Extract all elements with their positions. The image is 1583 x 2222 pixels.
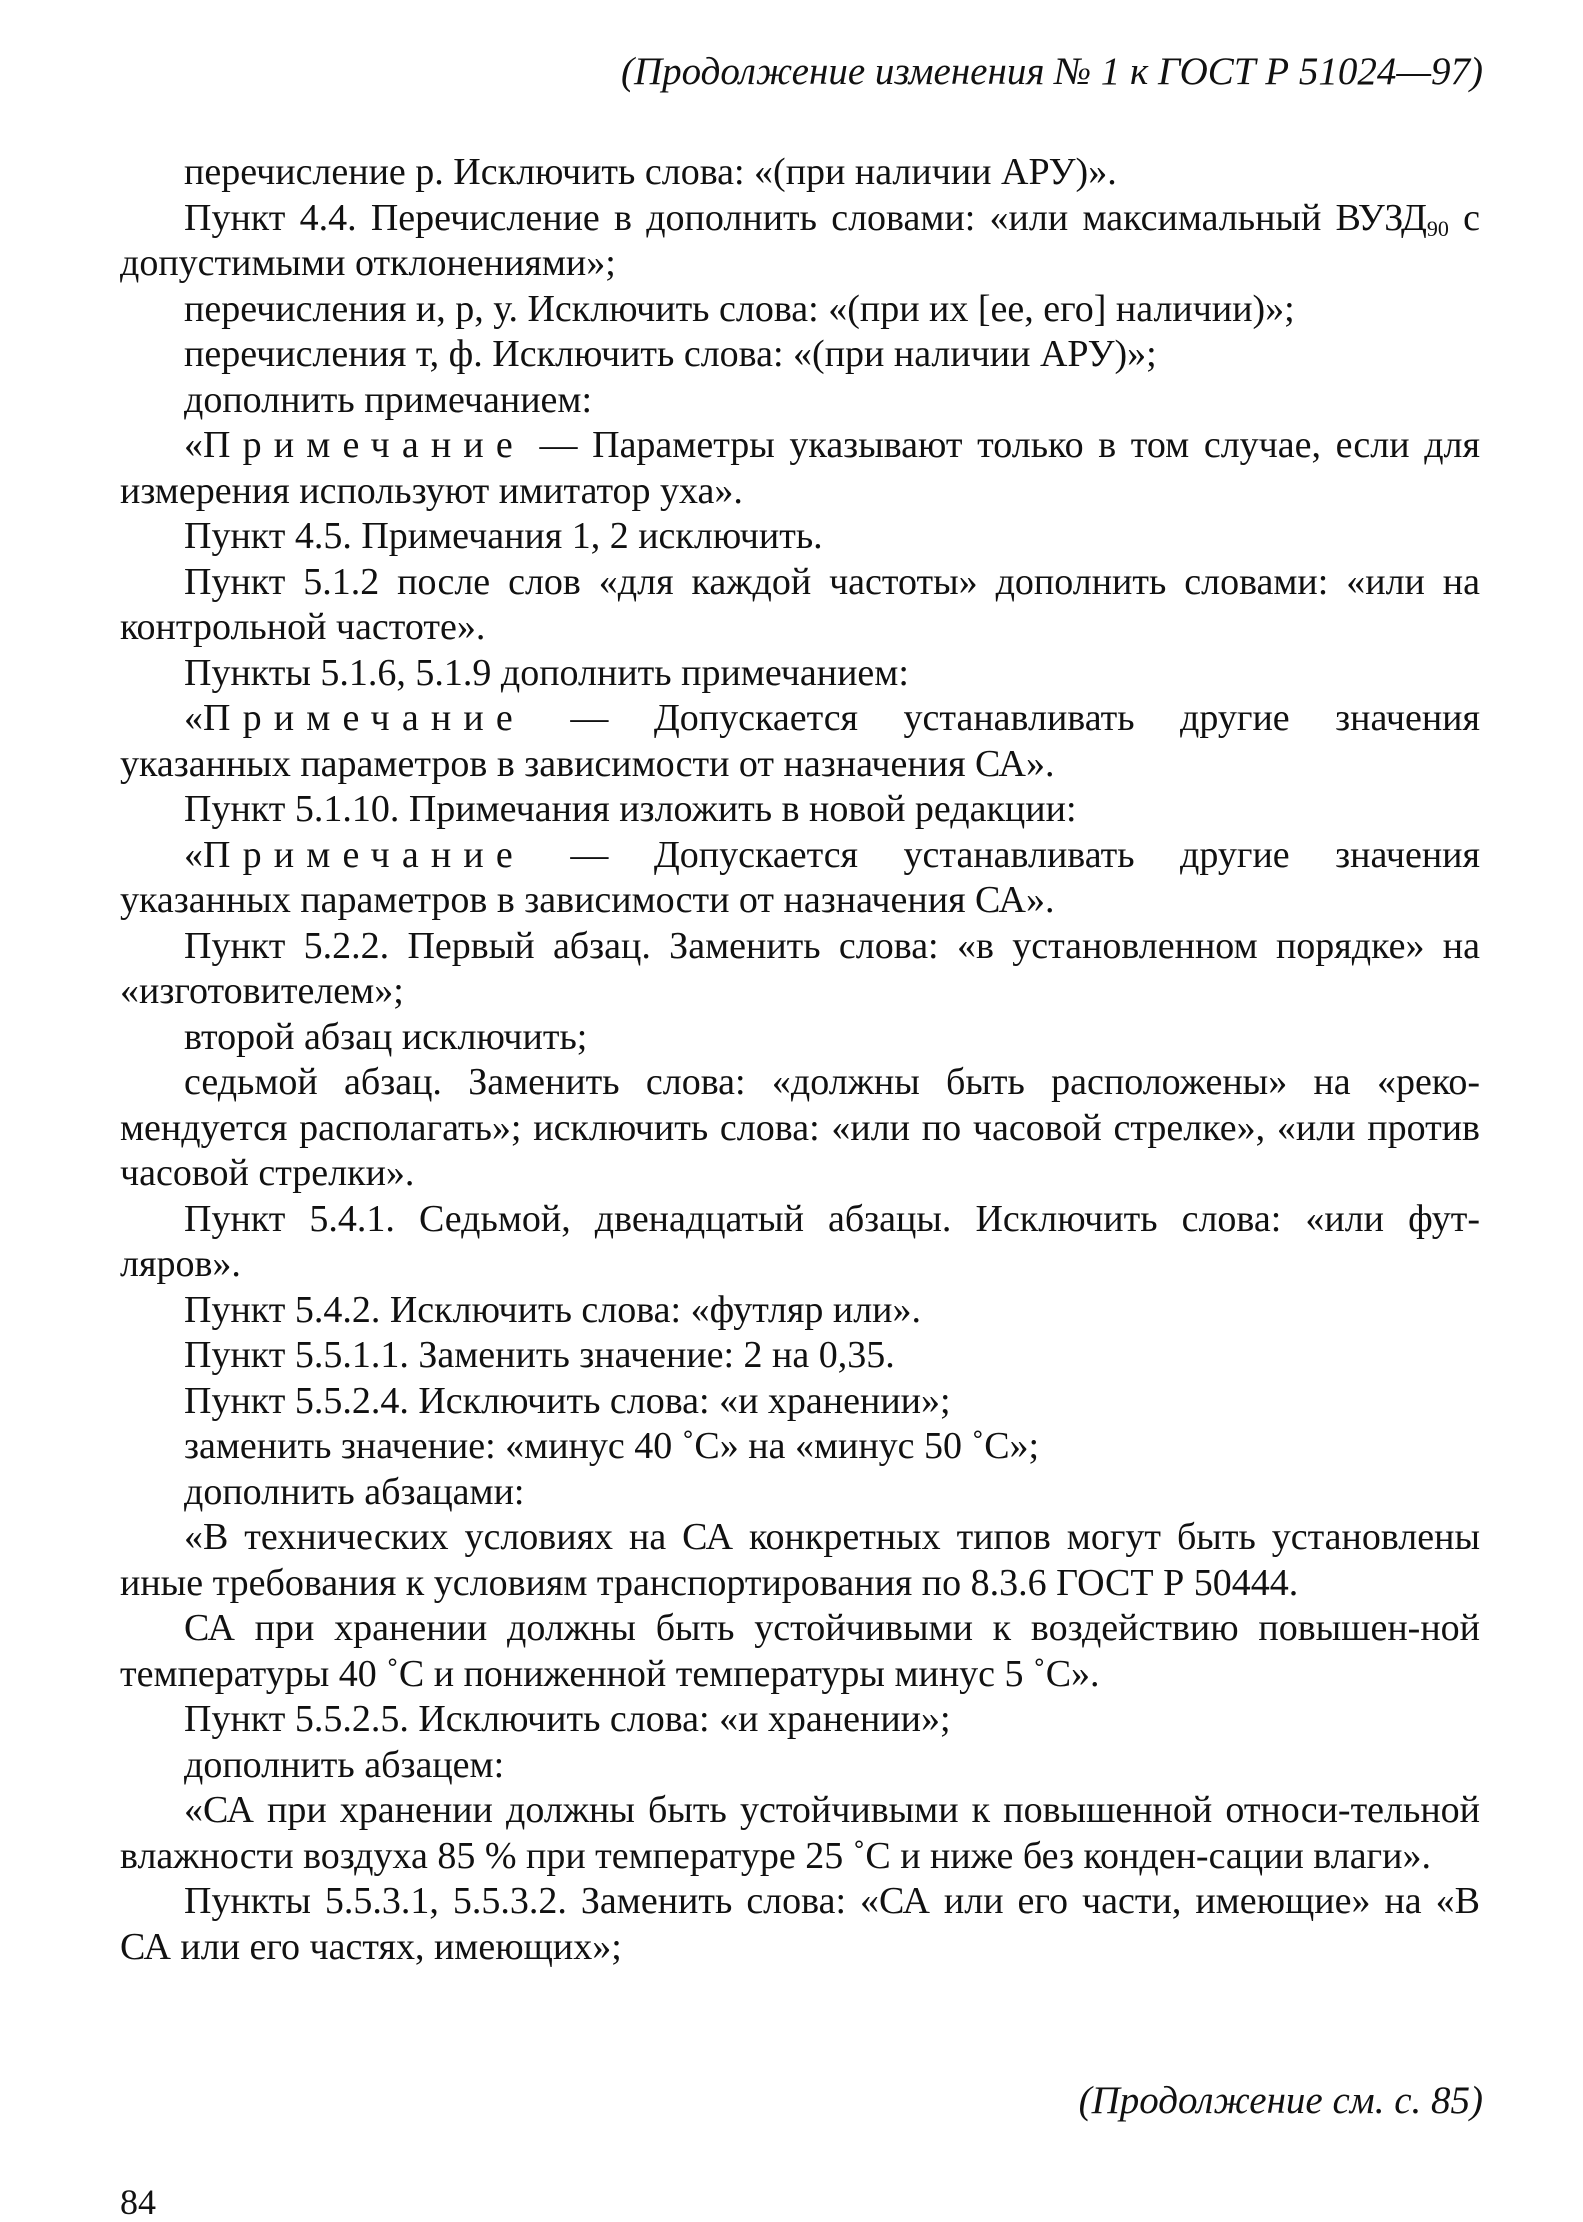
note-label: Примечание xyxy=(203,424,525,466)
paragraph-text: — Допускается устанавливать другие значения указанных параметров в зависимости от назначения СА». xyxy=(120,833,1480,921)
paragraph xyxy=(120,196,1480,287)
note-paragraph xyxy=(120,833,1480,924)
paragraph: перечисление р. Исключить слова: «(при наличии АРУ)». xyxy=(184,151,1117,193)
document-body xyxy=(120,150,1480,1970)
paragraph: перечисления т, ф. Исключить слова: «(при наличии АРУ)»; xyxy=(184,333,1157,375)
note-label: Примечание xyxy=(203,697,525,739)
paragraph: Пункты 5.5.3.1, 5.5.3.2. Заменить слова: «СА или его части, имеющие» на «В СА или его частях, имеющих»; xyxy=(120,1880,1480,1968)
paragraph: Пункт 4.5. Примечания 1, 2 исключить. xyxy=(184,515,823,557)
note-paragraph xyxy=(120,696,1480,787)
page-number: 84 xyxy=(120,2182,156,2222)
paragraph: седьмой абзац. Заменить слова: «должны быть расположены» на «реко-мендуется располагать»; исключить слова: «или по часовой стрелке», «или против часовой стрелки». xyxy=(120,1061,1480,1194)
running-header: (Продолжение изменения № 1 к ГОСТ Р 51024—97) xyxy=(621,50,1483,93)
paragraph: Пункты 5.1.6, 5.1.9 дополнить примечанием: xyxy=(184,651,909,694)
paragraph: Пункт 5.5.2.4. Исключить слова: «и хранении»; xyxy=(184,1379,951,1422)
subscript: 90 xyxy=(1426,215,1449,241)
paragraph: Пункт 5.4.1. Седьмой, двенадцатый абзацы. Исключить слова: «или фут-ляров». xyxy=(120,1197,1480,1285)
paragraph-text: — Допускается устанавливать другие значения указанных параметров в зависимости от назначения СА». xyxy=(120,697,1480,785)
paragraph: второй абзац исключить; xyxy=(184,1015,588,1058)
quote-mark: « xyxy=(184,697,203,739)
paragraph: Пункт 5.1.10. Примечания изложить в новой редакции: xyxy=(184,788,1077,830)
paragraph: «СА при хранении должны быть устойчивыми к повышенной относи-тельной влажности воздуха 85 % при температуре 25 ˚С и ниже без конден-сации влаги». xyxy=(120,1789,1480,1877)
paragraph: «В технических условиях на СА конкретных типов могут быть установлены иные требования к условиям транспортирования по 8.3.6 ГОСТ Р 50444. xyxy=(120,1516,1480,1604)
paragraph: дополнить абзацами: xyxy=(184,1470,525,1513)
paragraph: перечисления и, р, у. Исключить слова: «(при их [ее, его] наличии)»; xyxy=(184,287,1295,330)
paragraph: Пункт 5.5.1.1. Заменить значение: 2 на 0,35. xyxy=(184,1334,895,1376)
paragraph: Пункт 5.4.2. Исключить слова: «футляр или». xyxy=(184,1288,922,1331)
quote-mark: « xyxy=(184,424,203,466)
paragraph-text: с допустимыми отклонениями»; xyxy=(120,196,1480,284)
note-label: Примечание xyxy=(203,833,525,876)
paragraph-text: — Параметры указывают только в том случае, если для измерения используют имитатор уха». xyxy=(120,424,1480,512)
paragraph: заменить значение: «минус 40 ˚С» на «минус 50 ˚С»; xyxy=(184,1425,1040,1467)
continuation-note: (Продолжение см. с. 85) xyxy=(1078,2079,1483,2122)
quote-mark: « xyxy=(184,833,203,876)
paragraph-text: Пункт 4.4. Перечисление в дополнить словами: «или максимальный ВУЗД xyxy=(184,196,1427,239)
paragraph: СА при хранении должны быть устойчивыми к воздействию повышен-ной температуры 40 ˚С и пониженной температуры минус 5 ˚С». xyxy=(120,1607,1480,1695)
paragraph: Пункт 5.5.2.5. Исключить слова: «и хранении»; xyxy=(184,1698,951,1740)
note-paragraph xyxy=(120,423,1480,514)
paragraph: Пункт 5.1.2 после слов «для каждой частоты» дополнить словами: «или на контрольной частоте». xyxy=(120,560,1480,648)
paragraph: дополнить абзацем: xyxy=(184,1743,505,1786)
paragraph: Пункт 5.2.2. Первый абзац. Заменить слова: «в установленном порядке» на «изготовителем»; xyxy=(120,924,1480,1012)
paragraph: дополнить примечанием: xyxy=(184,378,592,421)
